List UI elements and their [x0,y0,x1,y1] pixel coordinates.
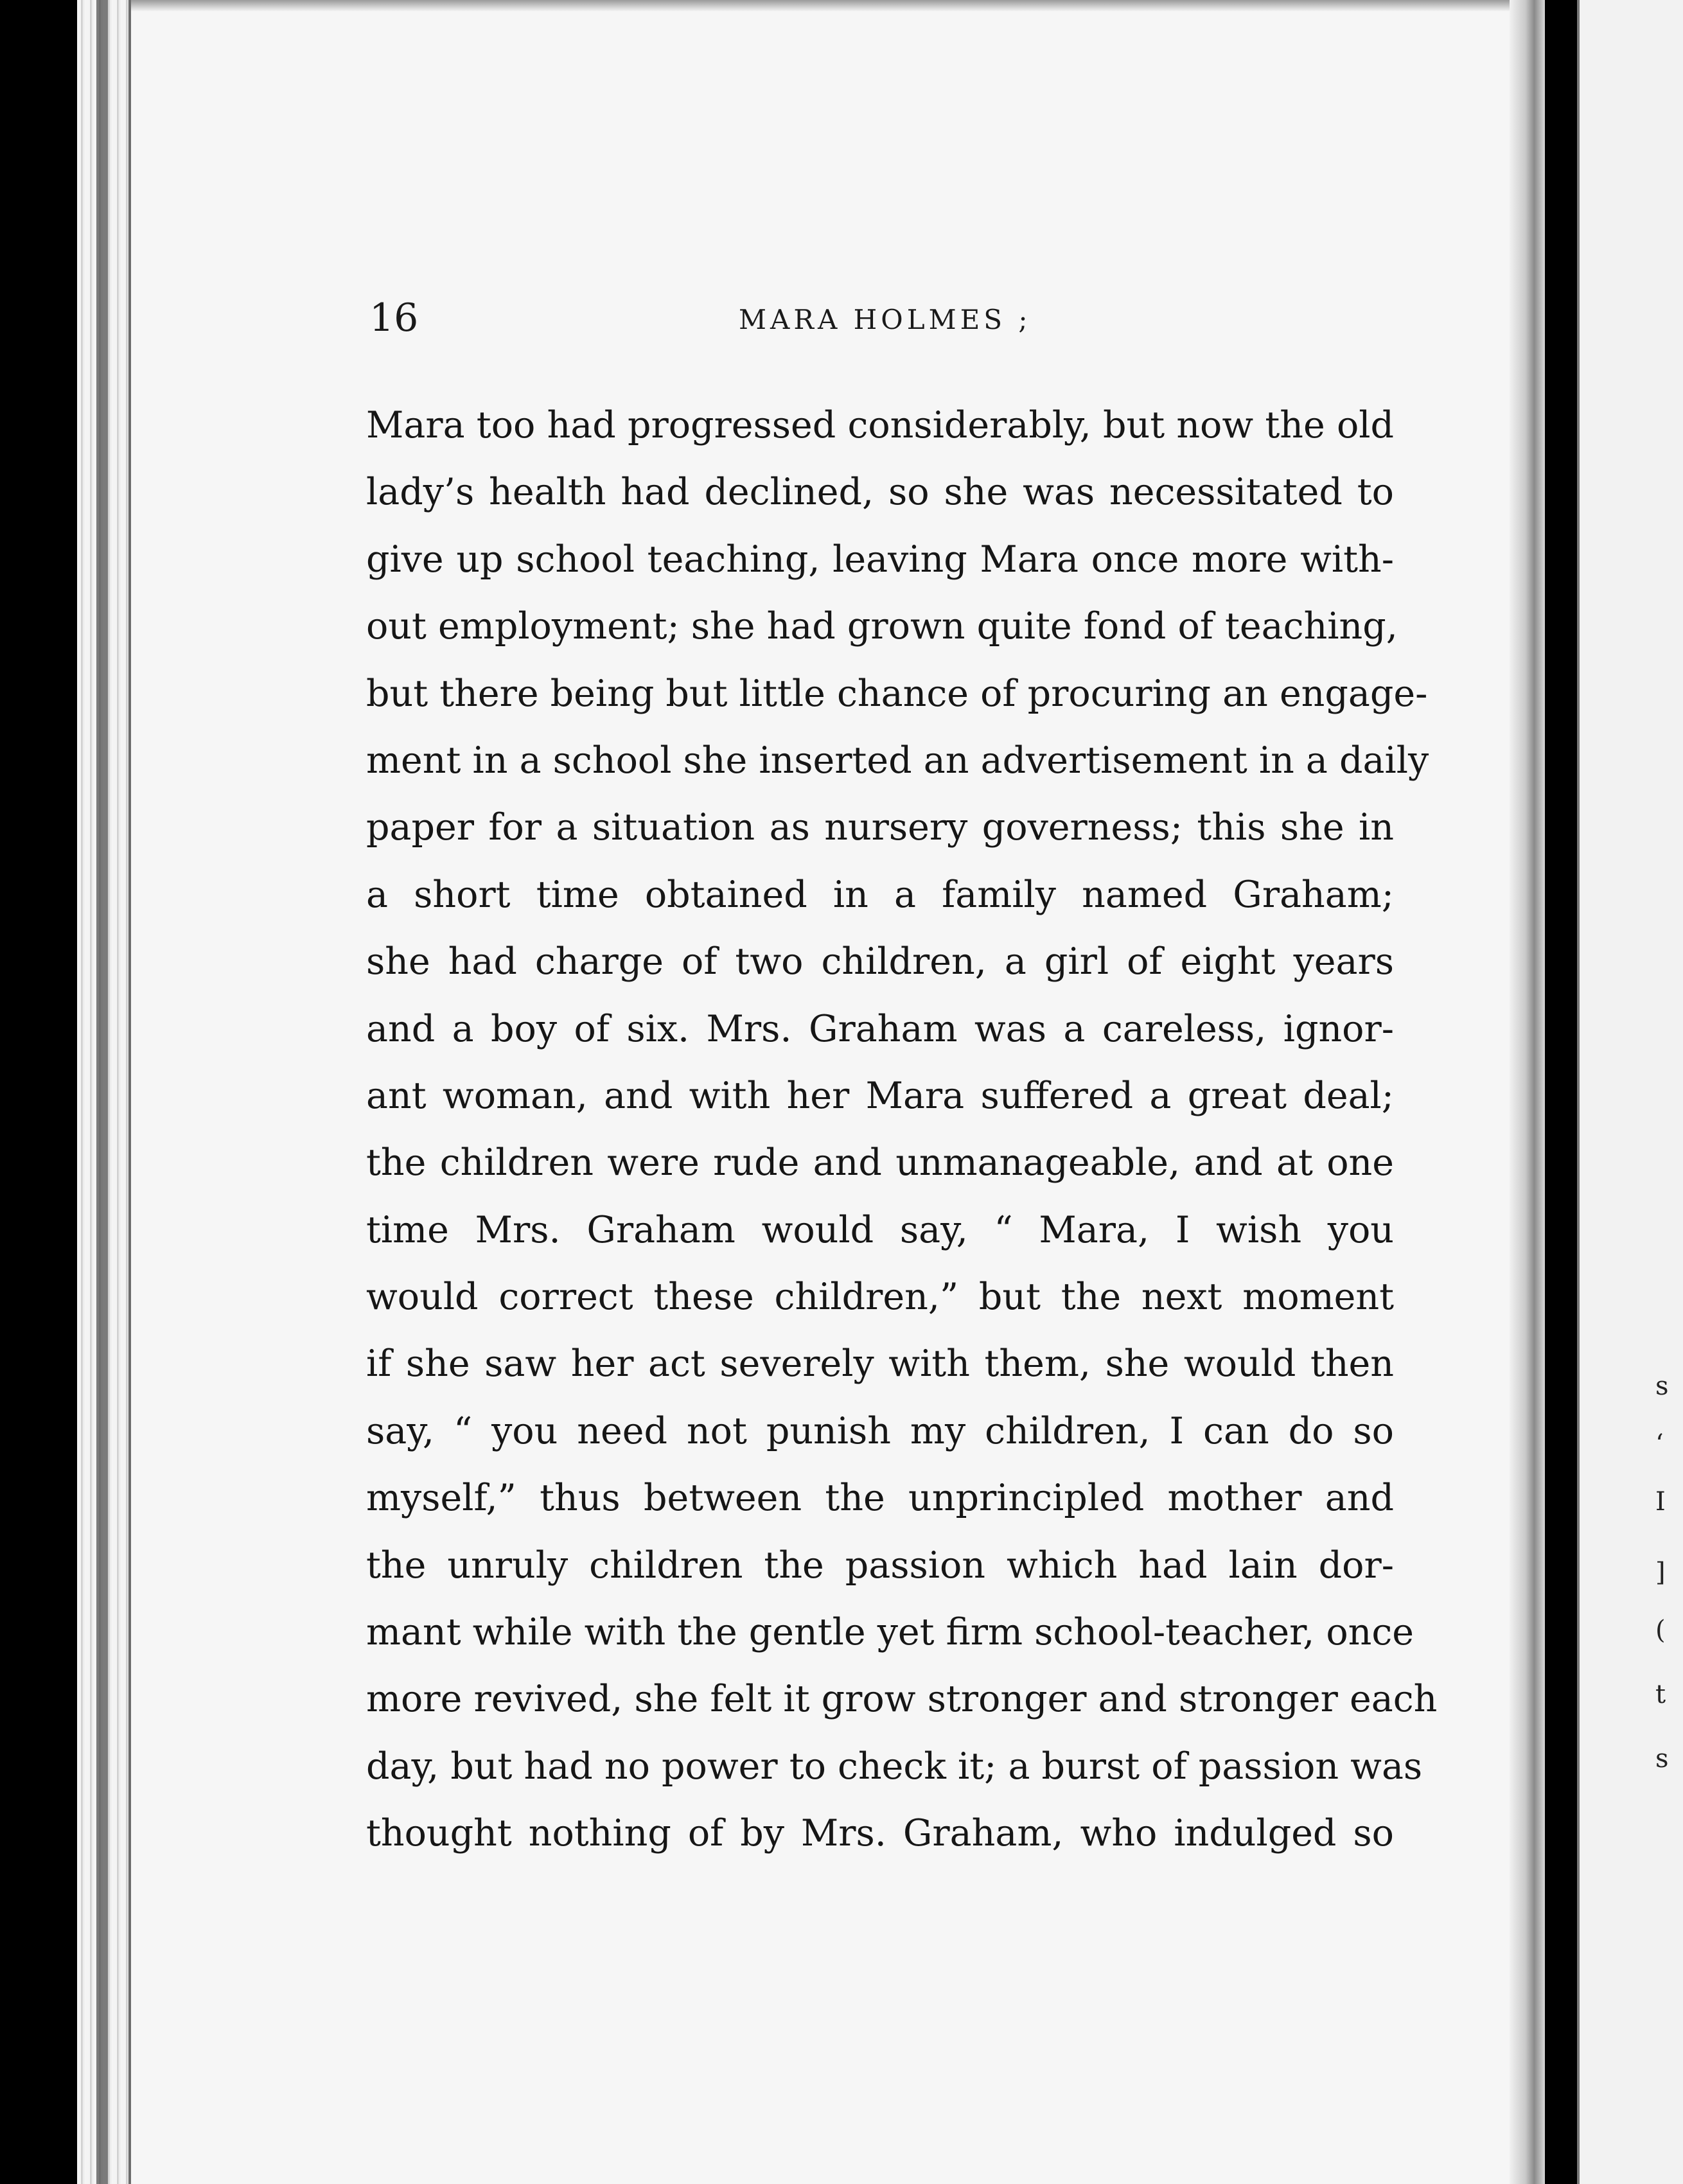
adjacent-page-edge [1577,0,1683,2184]
text-line: ant woman, and with her Mara suffered a great deal; [366,1074,1394,1117]
text-line: paper for a situation as nursery governess; this she in [366,806,1394,849]
text-line: time Mrs. Graham would say, “ Mara, I wish you [366,1208,1394,1251]
adjacent-page-glyph: s [1655,1371,1669,1401]
text-line: and a boy of six. Mrs. Graham was a careless, ignor- [366,1007,1394,1050]
text-line: lady’s health had declined, so she was necessitated to [366,471,1394,514]
text-line: give up school teaching, leaving Mara once more with- [366,538,1394,581]
text-line: the unruly children the passion which had lain dor- [366,1544,1394,1587]
book-gutter [1545,0,1577,2184]
text-line: day, but had no power to check it; a burst of passion was [366,1745,1423,1788]
text-line: if she saw her act severely with them, she would then [366,1343,1394,1386]
text-line: would correct these children,” but the next moment [366,1276,1394,1319]
text-line: ment in a school she inserted an advertisement in a daily [366,739,1429,782]
text-line: but there being but little chance of procuring an engage- [366,672,1428,715]
adjacent-page-glyph: I [1655,1487,1666,1517]
adjacent-page-glyph: s [1655,1744,1669,1774]
page-top-shadow [131,0,1535,12]
body-text [366,392,1438,1867]
text-line: a short time obtained in a family named Graham; [366,873,1394,916]
text-line: Mara too had progressed considerably, but now the old [366,404,1394,446]
adjacent-page-glyph: ] [1655,1558,1666,1587]
text-line: she had charge of two children, a girl of eight years [366,940,1394,983]
page-header [369,292,1391,344]
text-line: more revived, she felt it grow stronger and stronger each [366,1678,1438,1721]
text-line: mant while with the gentle yet firm school-teacher, once [366,1611,1414,1654]
page-fold [1510,0,1545,2184]
text-line: myself,” thus between the unprincipled mother and [366,1477,1394,1520]
text-line: thought nothing of by Mrs. Graham, who indulged so [366,1812,1394,1855]
adjacent-page-glyph: t [1655,1680,1666,1709]
page-number: 16 [369,295,419,340]
adjacent-page-glyph: ( [1655,1616,1666,1645]
text-line: the children were rude and unmanageable, and at one [366,1141,1394,1184]
page-stack-shadow [96,0,108,2184]
text-line: say, “ you need not punish my children, I can do so [366,1409,1394,1452]
text-line: out employment; she had grown quite fond of teaching, [366,605,1398,648]
adjacent-page-glyph: ‘ [1655,1429,1664,1459]
running-head: MARA HOLMES ; [739,304,1032,335]
